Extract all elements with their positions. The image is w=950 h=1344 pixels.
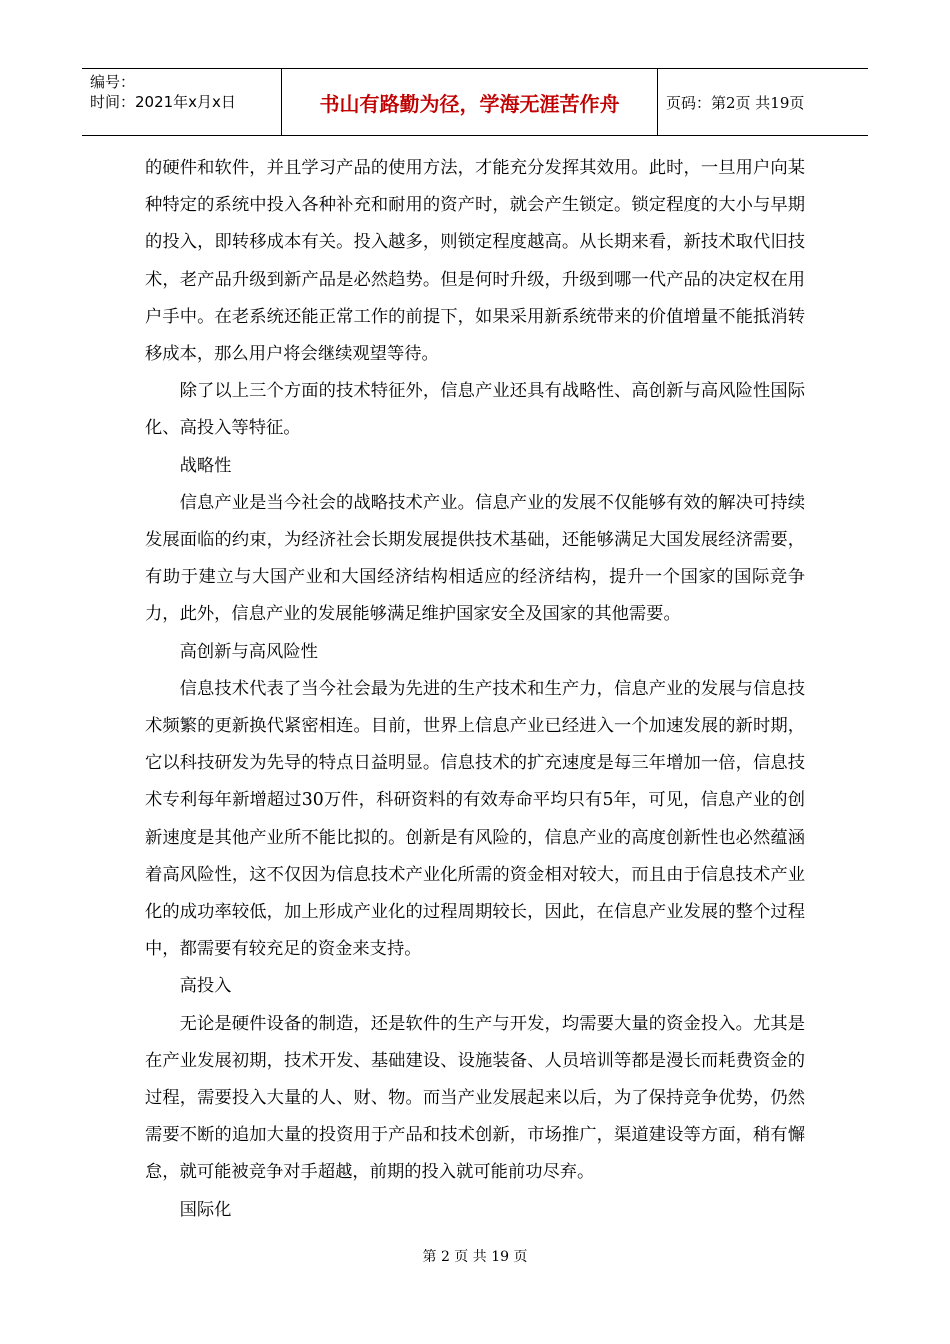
section-heading: 国际化 [179,1199,232,1220]
body-paragraph: 除了以上三个方面的技术特征外，信息产业还具有战略性、高创新与高风险性国际化、高投入等特征。 [145,381,805,439]
header-meta [82,69,282,135]
document-number-label: 编号： [90,73,136,91]
header-motto: 书山有路勤为径，学海无涯苦作舟 [282,69,658,135]
body-paragraph: 无论是硬件设备的制造，还是软件的生产与开发，均需要大量的资金投入。尤其是在产业发展初期，技术开发、基础建设、设施装备、人员培训等都是漫长而耗费资金的过程，需要投入大量的人、财、物。而当产业发展起来以后，为了保持竞争优势，仍然需要不断的追加大量的投资用于产品和技术创新，市场推广，渠道建设等方面，稍有懈怠，就可能被竞争对手超越，前期的投入就可能前功尽弃。 [145,1013,805,1183]
document-body [145,150,805,1229]
page-footer: 第 2 页 共 19 页 [422,1249,528,1265]
body-paragraph: 的硬件和软件，并且学习产品的使用方法，才能充分发挥其效用。此时，一旦用户向某种特定的系统中投入各种补充和耐用的资产时，就会产生锁定。锁定程度的大小与早期的投入，即转移成本有关。投入越多，则锁定程度越高。从长期来看，新技术取代旧技术，老产品升级到新产品是必然趋势。但是何时升级，升级到哪一代产品的决定权在用户手中。在老系统还能正常工作的前提下，如果采用新系统带来的价值增量不能抵消转移成本，那么用户将会继续观望等待。 [145,158,805,365]
header-page-code: 页码：第2页 共19页 [666,93,805,112]
page-header [82,68,868,136]
section-heading: 高创新与高风险性 [179,641,318,662]
body-paragraph: 信息产业是当今社会的战略技术产业。信息产业的发展不仅能够有效的解决可持续发展面临的约束，为经济社会长期发展提供技术基础，还能够满足大国发展经济需要，有助于建立与大国产业和大国经济结构相适应的经济结构，提升一个国家的国际竞争力，此外，信息产业的发展能够满足维护国家安全及国家的其他需要。 [145,492,805,625]
section-heading: 高投入 [179,976,232,997]
section-heading: 战略性 [179,455,232,476]
body-paragraph: 信息技术代表了当今社会最为先进的生产技术和生产力，信息产业的发展与信息技术频繁的更新换代紧密相连。目前，世界上信息产业已经进入一个加速发展的新时期，它以科技研发为先导的特点日益明显。信息技术的扩充速度是每三年增加一倍，信息技术专利每年新增超过30万件，科研资料的有效寿命平均只有5年，可见，信息产业的创新速度是其他产业所不能比拟的。创新是有风险的，信息产业的高度创新性也必然蕴涵着高风险性，这不仅因为信息技术产业化所需的资金相对较大，而且由于信息技术产业化的成功率较低，加上形成产业化的过程周期较长，因此，在信息产业发展的整个过程中，都需要有较充足的资金来支持。 [145,678,805,960]
document-time-label: 时间：2021年x月x日 [90,93,236,111]
